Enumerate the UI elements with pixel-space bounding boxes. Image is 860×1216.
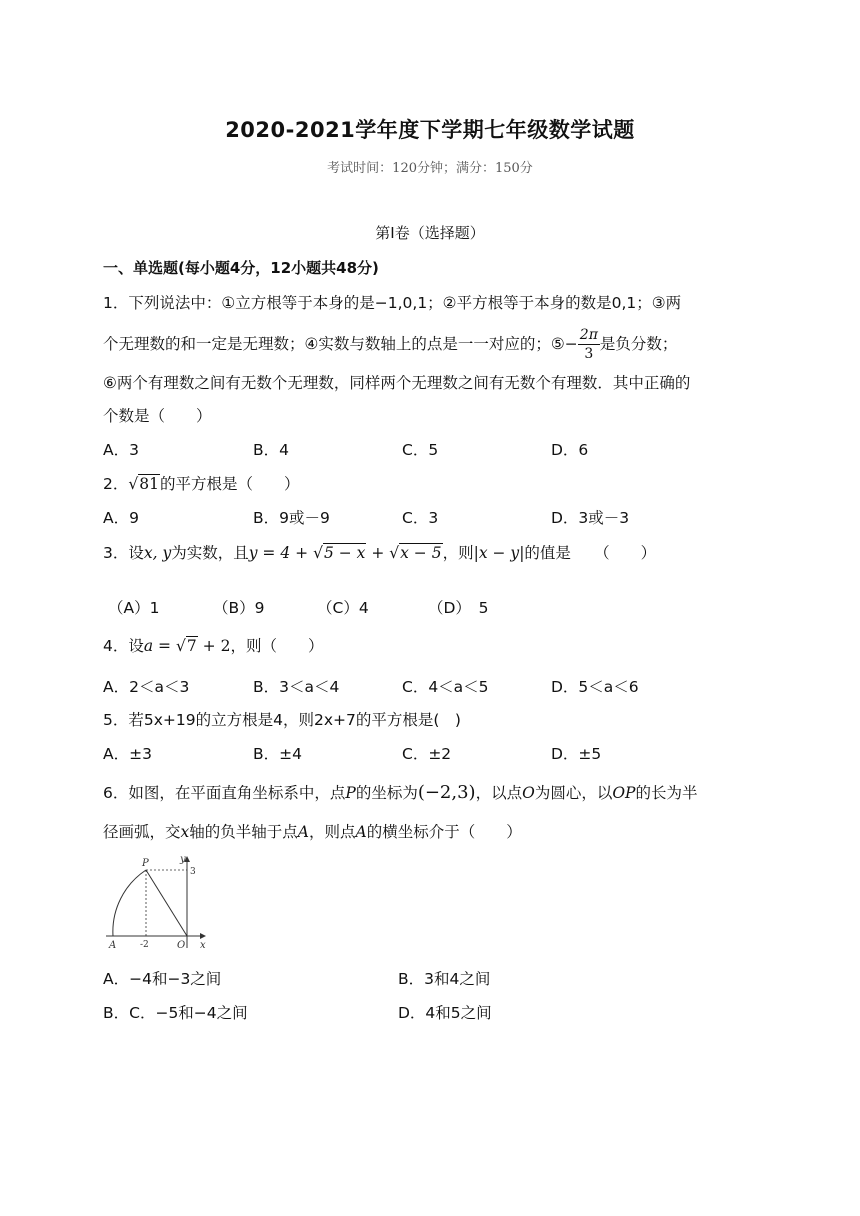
q4-option-c: C．4＜a＜5	[402, 678, 489, 696]
q6-op: OP	[612, 784, 636, 802]
q3-suffix: 的值是 （ ）	[524, 544, 657, 562]
q3-stem	[103, 541, 656, 563]
q6-figure	[100, 852, 212, 952]
q6-l2c: ，则点	[308, 823, 356, 841]
x-axis-arrow	[200, 933, 206, 939]
q2-stem	[103, 472, 300, 494]
q6-a2: A	[355, 823, 367, 841]
section-heading: 一、单选题(每小题4分，12小题共48分)	[103, 259, 379, 277]
q1-line3: ⑥两个有理数之间有无数个无理数，同样两个无理数之间有无数个有理数．其中正确的	[103, 374, 691, 392]
q2-sqrt: √81	[128, 475, 159, 493]
q4-option-b: B．3＜a＜4	[253, 678, 340, 696]
q3-vars: x, y	[143, 544, 172, 562]
q3-option-b: （B）9	[213, 599, 265, 617]
q6-o: O	[522, 784, 535, 802]
q1-line1: 1．下列说法中：①立方根等于本身的是−1,0,1；②平方根等于本身的数是0,1；③两	[103, 294, 682, 312]
q1-line2-text: 个无理数的和一定是无理数；④实数与数轴上的点是一一对应的；⑤	[103, 335, 565, 353]
q1-option-d: D．6	[551, 441, 589, 459]
q4-sqrt: √7	[175, 637, 197, 655]
q6-l1d: 为圆心，以	[534, 784, 613, 802]
q5-option-a: A．±3	[103, 745, 152, 763]
q3-plus: +	[366, 544, 390, 562]
arc-ap	[113, 870, 146, 936]
q2-option-a: A．9	[103, 509, 139, 527]
q6-l1e: 的长为半	[635, 784, 698, 802]
q4-option-d: D．5＜a＜6	[551, 678, 639, 696]
q3-rad2: x − 5	[400, 544, 442, 562]
q6-option-c: B．C．−5和−4之间	[103, 1004, 248, 1022]
q1-option-a: A．3	[103, 441, 139, 459]
segment-op	[146, 870, 187, 936]
page-title: 2020-2021学年度下学期七年级数学试题	[225, 118, 635, 142]
q3-option-d: （D） 5	[428, 599, 489, 617]
q1-line2	[103, 326, 677, 363]
q3-option-c: （C）4	[317, 599, 369, 617]
label-a: A	[109, 940, 117, 951]
q3-abs: |x − y|	[473, 544, 525, 562]
q3-mid: 为实数，且	[171, 544, 249, 562]
q1-line4: 个数是（ ）	[103, 407, 212, 425]
q3-option-a: （A）1	[108, 599, 160, 617]
q3-prefix: 3．设	[103, 544, 144, 562]
q5-option-c: C．±2	[402, 745, 452, 763]
q4-prefix: 4．设	[103, 637, 144, 655]
q2-option-c: C．3	[402, 509, 439, 527]
exam-info: 考试时间：120分钟；满分：150分	[327, 161, 533, 176]
q5-option-d: D．±5	[551, 745, 602, 763]
q3-abs-expr: x − y	[478, 544, 520, 562]
q6-x: x	[180, 823, 190, 841]
q2-option-d: D．3或－3	[551, 509, 630, 527]
q5-option-b: B．±4	[253, 745, 302, 763]
q2-prefix: 2．	[103, 475, 129, 493]
q6-l2a: 径画弧，交	[103, 823, 181, 841]
q1-line2-tail: 是负分数；	[599, 335, 678, 353]
q6-line2	[103, 820, 522, 842]
label-o: O	[177, 940, 186, 951]
q4-radicand: 7	[186, 637, 197, 655]
q2-option-b: B．9或－9	[253, 509, 330, 527]
label-p: P	[142, 858, 149, 869]
q1-option-b: B．4	[253, 441, 289, 459]
q2-suffix: 的平方根是（ ）	[160, 475, 300, 493]
q6-line1	[103, 781, 698, 803]
q3-eq-start: y = 4 +	[248, 544, 314, 562]
q2-radicand: 81	[139, 475, 159, 493]
label-3: 3	[190, 867, 196, 877]
q6-p: P	[345, 784, 356, 802]
q6-option-a: A．−4和−3之间	[103, 970, 222, 988]
q1-frac-sign: −	[564, 335, 578, 353]
q4-suffix: ，则（ ）	[230, 637, 324, 655]
part-heading: 第Ⅰ卷（选择题）	[375, 224, 485, 242]
q1-frac-den: 3	[584, 346, 594, 362]
q1-option-c: C．5	[402, 441, 439, 459]
q4-var: a	[143, 637, 154, 655]
q1-frac-num: 2π	[579, 327, 598, 343]
q3-sqrt2: √x − 5	[389, 544, 442, 562]
q4-option-a: A．2＜a＜3	[103, 678, 190, 696]
q4-eq: =	[153, 637, 176, 655]
q3-sqrt1: √5 − x	[313, 544, 366, 562]
q3-mid2: ，则	[442, 544, 474, 562]
q6-l1b: 的坐标为	[355, 784, 418, 802]
q4-stem	[103, 634, 323, 656]
q3-rad1: 5 − x	[323, 544, 366, 562]
q6-option-b: B．3和4之间	[398, 970, 491, 988]
q6-option-d: D．4和5之间	[398, 1004, 492, 1022]
q6-a1: A	[297, 823, 309, 841]
q6-l1a: 6．如图，在平面直角坐标系中，点	[103, 784, 346, 802]
label-x: x	[200, 940, 206, 951]
q5-stem: 5．若5x+19的立方根是4，则2x+7的平方根是( )	[103, 711, 461, 729]
q1-fraction	[578, 326, 600, 363]
q4-tail: + 2	[197, 637, 231, 655]
q6-l2b: 轴的负半轴于点	[189, 823, 298, 841]
q6-coord: (−2,3)	[417, 782, 476, 803]
q6-l2d: 的横坐标介于（ ）	[366, 823, 522, 841]
q6-l1c: ，以点	[475, 784, 523, 802]
label-minus-2: -2	[140, 940, 149, 950]
label-y: y	[180, 854, 186, 865]
